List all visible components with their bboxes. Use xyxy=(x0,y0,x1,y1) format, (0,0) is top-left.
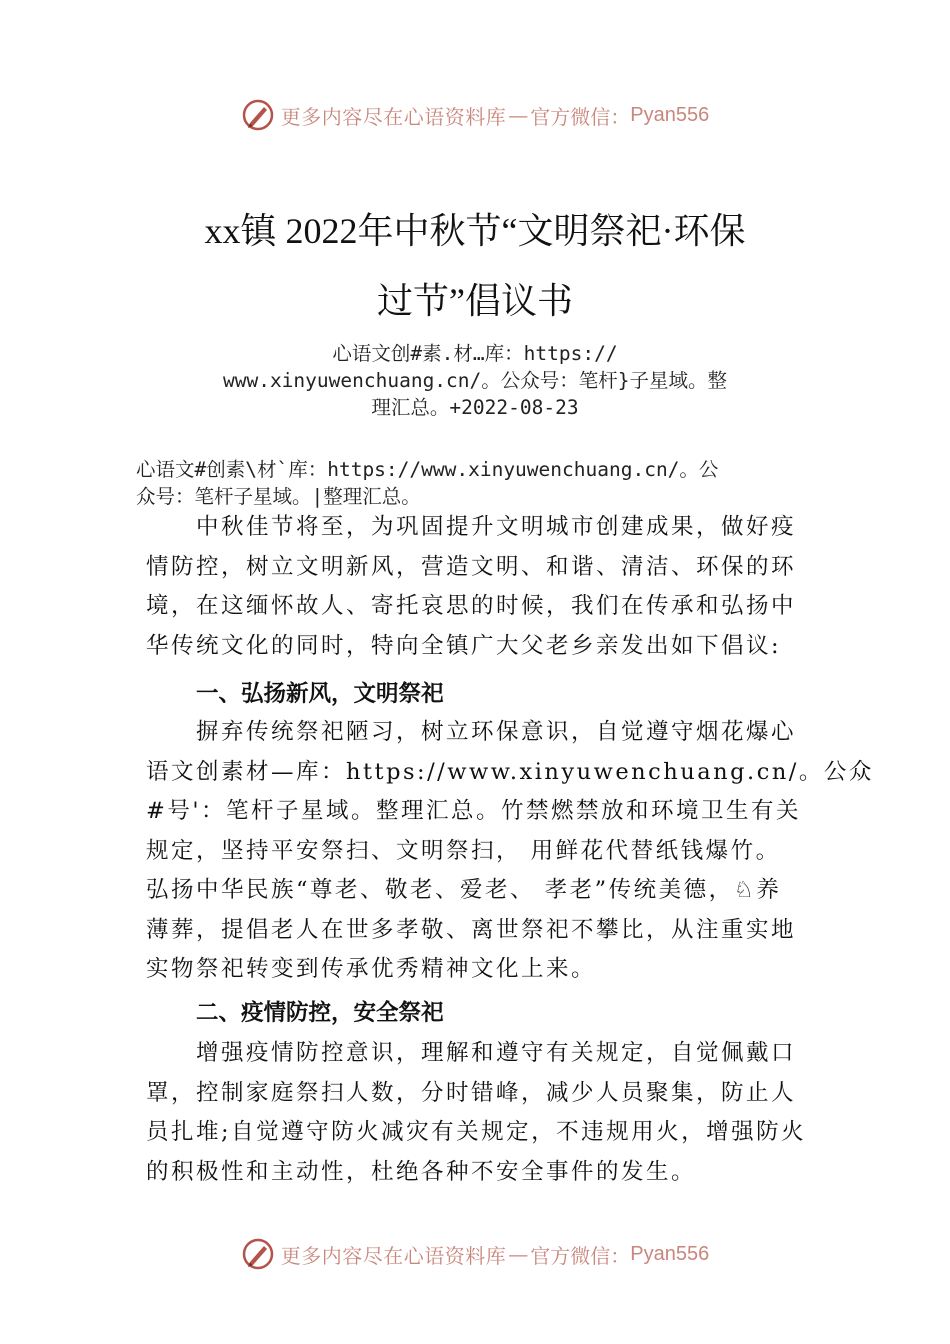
paragraph-line: 境，在这缅怀故人、寄托哀思的时候，我们在传承和弘扬中 xyxy=(146,593,797,619)
meta-line: www.xinyuwenchuang.cn/。公众号：笔杆}子星域。整 xyxy=(222,369,728,392)
pen-logo-icon xyxy=(241,1237,275,1271)
paragraph-line: 中秋佳节将至，为巩固提升文明城市创建成果，做好疫 xyxy=(146,514,797,540)
meta-line: 心语文创#素.材…库：https:// xyxy=(332,342,618,365)
paragraph-line: #号'：笔杆子星域。整理汇总。竹禁燃禁放和环境卫生有关 xyxy=(146,798,802,824)
document-title-line-1: xx镇 2022年中秋节“文明祭祀·环保 xyxy=(204,211,746,251)
source-meta xyxy=(140,340,810,421)
banner-separator: — xyxy=(508,1242,529,1266)
pen-logo-icon xyxy=(241,98,275,132)
intro-paragraph xyxy=(146,508,826,666)
meta-line: 理汇总。+2022-08-23 xyxy=(371,396,579,419)
header-banner xyxy=(0,93,950,137)
source-note xyxy=(136,456,826,510)
paragraph-line: 薄葬，提倡老人在世多孝敬、离世祭祀不攀比，从注重实地 xyxy=(146,916,797,943)
section-1-paragraph xyxy=(146,713,874,990)
banner-wechat-label: 官方微信： xyxy=(530,104,631,129)
paragraph-line: 规定，坚持平安祭扫、文明祭扫， 用鲜花代替纸钱爆竹。 xyxy=(146,837,781,864)
banner-text: 更多内容尽在心语资料库 xyxy=(280,104,507,129)
paragraph-line: 摒弃传统祭祀陋习，树立环保意识，自觉遵守烟花爆心 xyxy=(146,719,797,745)
banner-text: 更多内容尽在心语资料库 xyxy=(280,1243,507,1268)
paragraph-line: 增强疫情防控意识，理解和遵守有关规定，自觉佩戴口 xyxy=(146,1040,797,1066)
section-2-heading: 二、疫情防控，安全祭祀 xyxy=(196,1000,444,1026)
paragraph-line: 语文创素材—库：https://www.xinyuwenchuang.cn/。公众 xyxy=(146,758,874,785)
paragraph-line: 弘扬中华民族“尊老、敬老、爱老、 孝老”传统美德，♘养 xyxy=(146,877,782,903)
paragraph-line: 实物祭祀转变到传承优秀精神文化上来。 xyxy=(146,956,597,982)
section-1-heading: 一、弘扬新风，文明祭祀 xyxy=(196,681,444,707)
footer-banner xyxy=(0,1232,950,1276)
note-line: 众号：笔杆子星域。|整理汇总。 xyxy=(136,485,421,508)
banner-separator: — xyxy=(508,103,529,127)
paragraph-line: 罩，控制家庭祭扫人数，分时错峰，减少人员聚集，防止人 xyxy=(146,1079,797,1106)
banner-wechat-id: Pyan556 xyxy=(630,103,710,126)
banner-wechat-id: Pyan556 xyxy=(630,1242,710,1265)
paragraph-line: 华传统文化的同时，特向全镇广大父老乡亲发出如下倡议: xyxy=(146,632,782,659)
section-2-paragraph xyxy=(146,1034,826,1192)
note-line: 心语文#创素\材`库：https://www.xinyuwenchuang.cn/。公 xyxy=(136,458,719,481)
banner-wechat-label: 官方微信： xyxy=(530,1243,631,1268)
paragraph-line: 的积极性和主动性，杜绝各种不安全事件的发生。 xyxy=(146,1158,697,1185)
document-title-line-2: 过节”倡议书 xyxy=(377,281,573,321)
paragraph-line: 员扎堆;自觉遵守防火减灾有关规定，不违规用火，增强防火 xyxy=(146,1119,807,1145)
paragraph-line: 情防控，树立文明新风，营造文明、和谐、清洁、环保的环 xyxy=(146,553,797,580)
